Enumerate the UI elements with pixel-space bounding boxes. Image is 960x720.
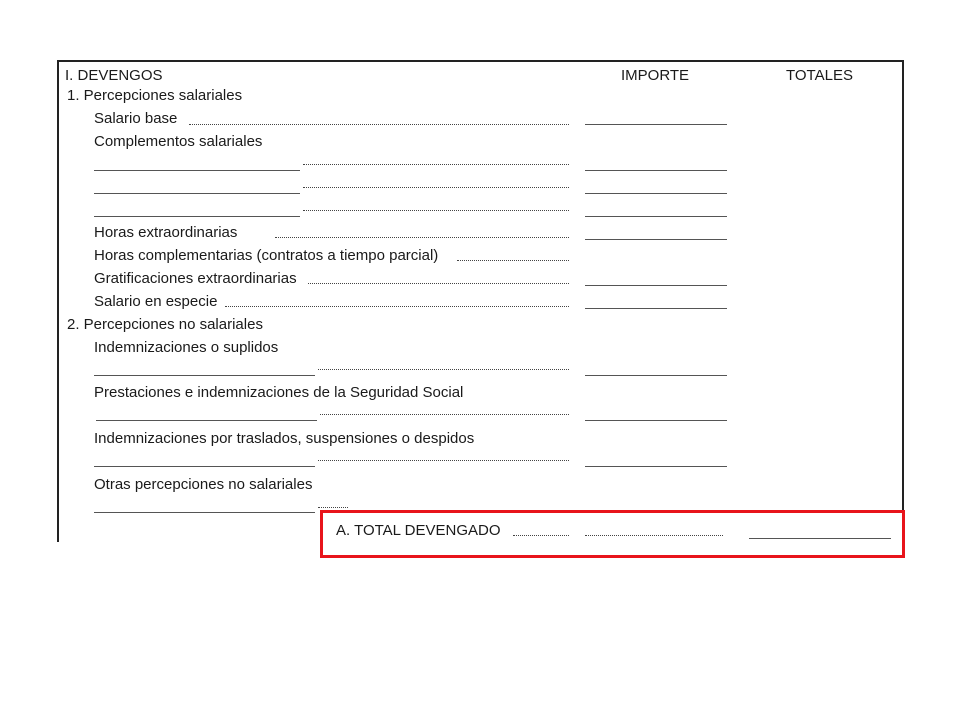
importe-field-salario-especie[interactable] <box>585 308 727 309</box>
concept-field-complemento-3[interactable] <box>94 216 300 217</box>
importe-field-horas-extraordinarias[interactable] <box>585 239 727 240</box>
total-devengado-label: A. TOTAL DEVENGADO <box>336 522 501 539</box>
label-traslados: Indemnizaciones por traslados, suspensiones o despidos <box>94 430 475 447</box>
concept-field-traslados[interactable] <box>94 466 315 467</box>
label-gratificaciones: Gratificaciones extraordinarias <box>94 270 297 287</box>
dot-leader <box>303 186 569 188</box>
label-prestaciones: Prestaciones e indemnizaciones de la Seguridad Social <box>94 384 464 401</box>
dot-leader <box>308 282 569 284</box>
label-horas-extraordinarias: Horas extraordinarias <box>94 224 238 241</box>
label-indemnizaciones-suplidos: Indemnizaciones o suplidos <box>94 339 279 356</box>
importe-field-traslados[interactable] <box>585 466 727 467</box>
label-horas-complementarias: Horas complementarias (contratos a tiempo parcial) <box>94 247 439 264</box>
column-header-importe: IMPORTE <box>621 67 690 84</box>
label-salario-especie: Salario en especie <box>94 293 218 310</box>
label-salario-base: Salario base <box>94 110 178 127</box>
column-header-totales: TOTALES <box>786 67 853 84</box>
importe-field-gratificaciones[interactable] <box>585 285 727 286</box>
devengos-form <box>57 60 904 542</box>
label-otras-percepciones: Otras percepciones no salariales <box>94 476 313 493</box>
total-devengado-highlight <box>320 510 905 558</box>
importe-field-complemento-2[interactable] <box>585 193 727 194</box>
importe-field-indemnizaciones[interactable] <box>585 375 727 376</box>
importe-field-complemento-1[interactable] <box>585 170 727 171</box>
section-title: I. DEVENGOS <box>65 67 163 84</box>
concept-field-complemento-2[interactable] <box>94 193 300 194</box>
dot-leader <box>318 368 569 370</box>
dot-leader <box>457 259 569 261</box>
dot-leader <box>303 209 569 211</box>
group-title-no-salariales: 2. Percepciones no salariales <box>67 316 263 333</box>
dot-leader <box>303 163 569 165</box>
concept-field-complemento-1[interactable] <box>94 170 300 171</box>
dot-leader <box>318 506 348 508</box>
importe-field-complemento-3[interactable] <box>585 216 727 217</box>
concept-field-otras[interactable] <box>94 512 315 513</box>
concept-field-prestaciones[interactable] <box>96 420 317 421</box>
dot-leader <box>275 236 569 238</box>
importe-field-prestaciones[interactable] <box>585 420 727 421</box>
dot-leader <box>320 413 569 415</box>
label-complementos: Complementos salariales <box>94 133 263 150</box>
dot-leader <box>225 305 569 307</box>
dot-leader <box>318 459 569 461</box>
dot-leader <box>189 123 569 125</box>
importe-field-salario-base[interactable] <box>585 124 727 125</box>
concept-field-indemnizaciones[interactable] <box>94 375 315 376</box>
group-title-salariales: 1. Percepciones salariales <box>67 87 243 104</box>
